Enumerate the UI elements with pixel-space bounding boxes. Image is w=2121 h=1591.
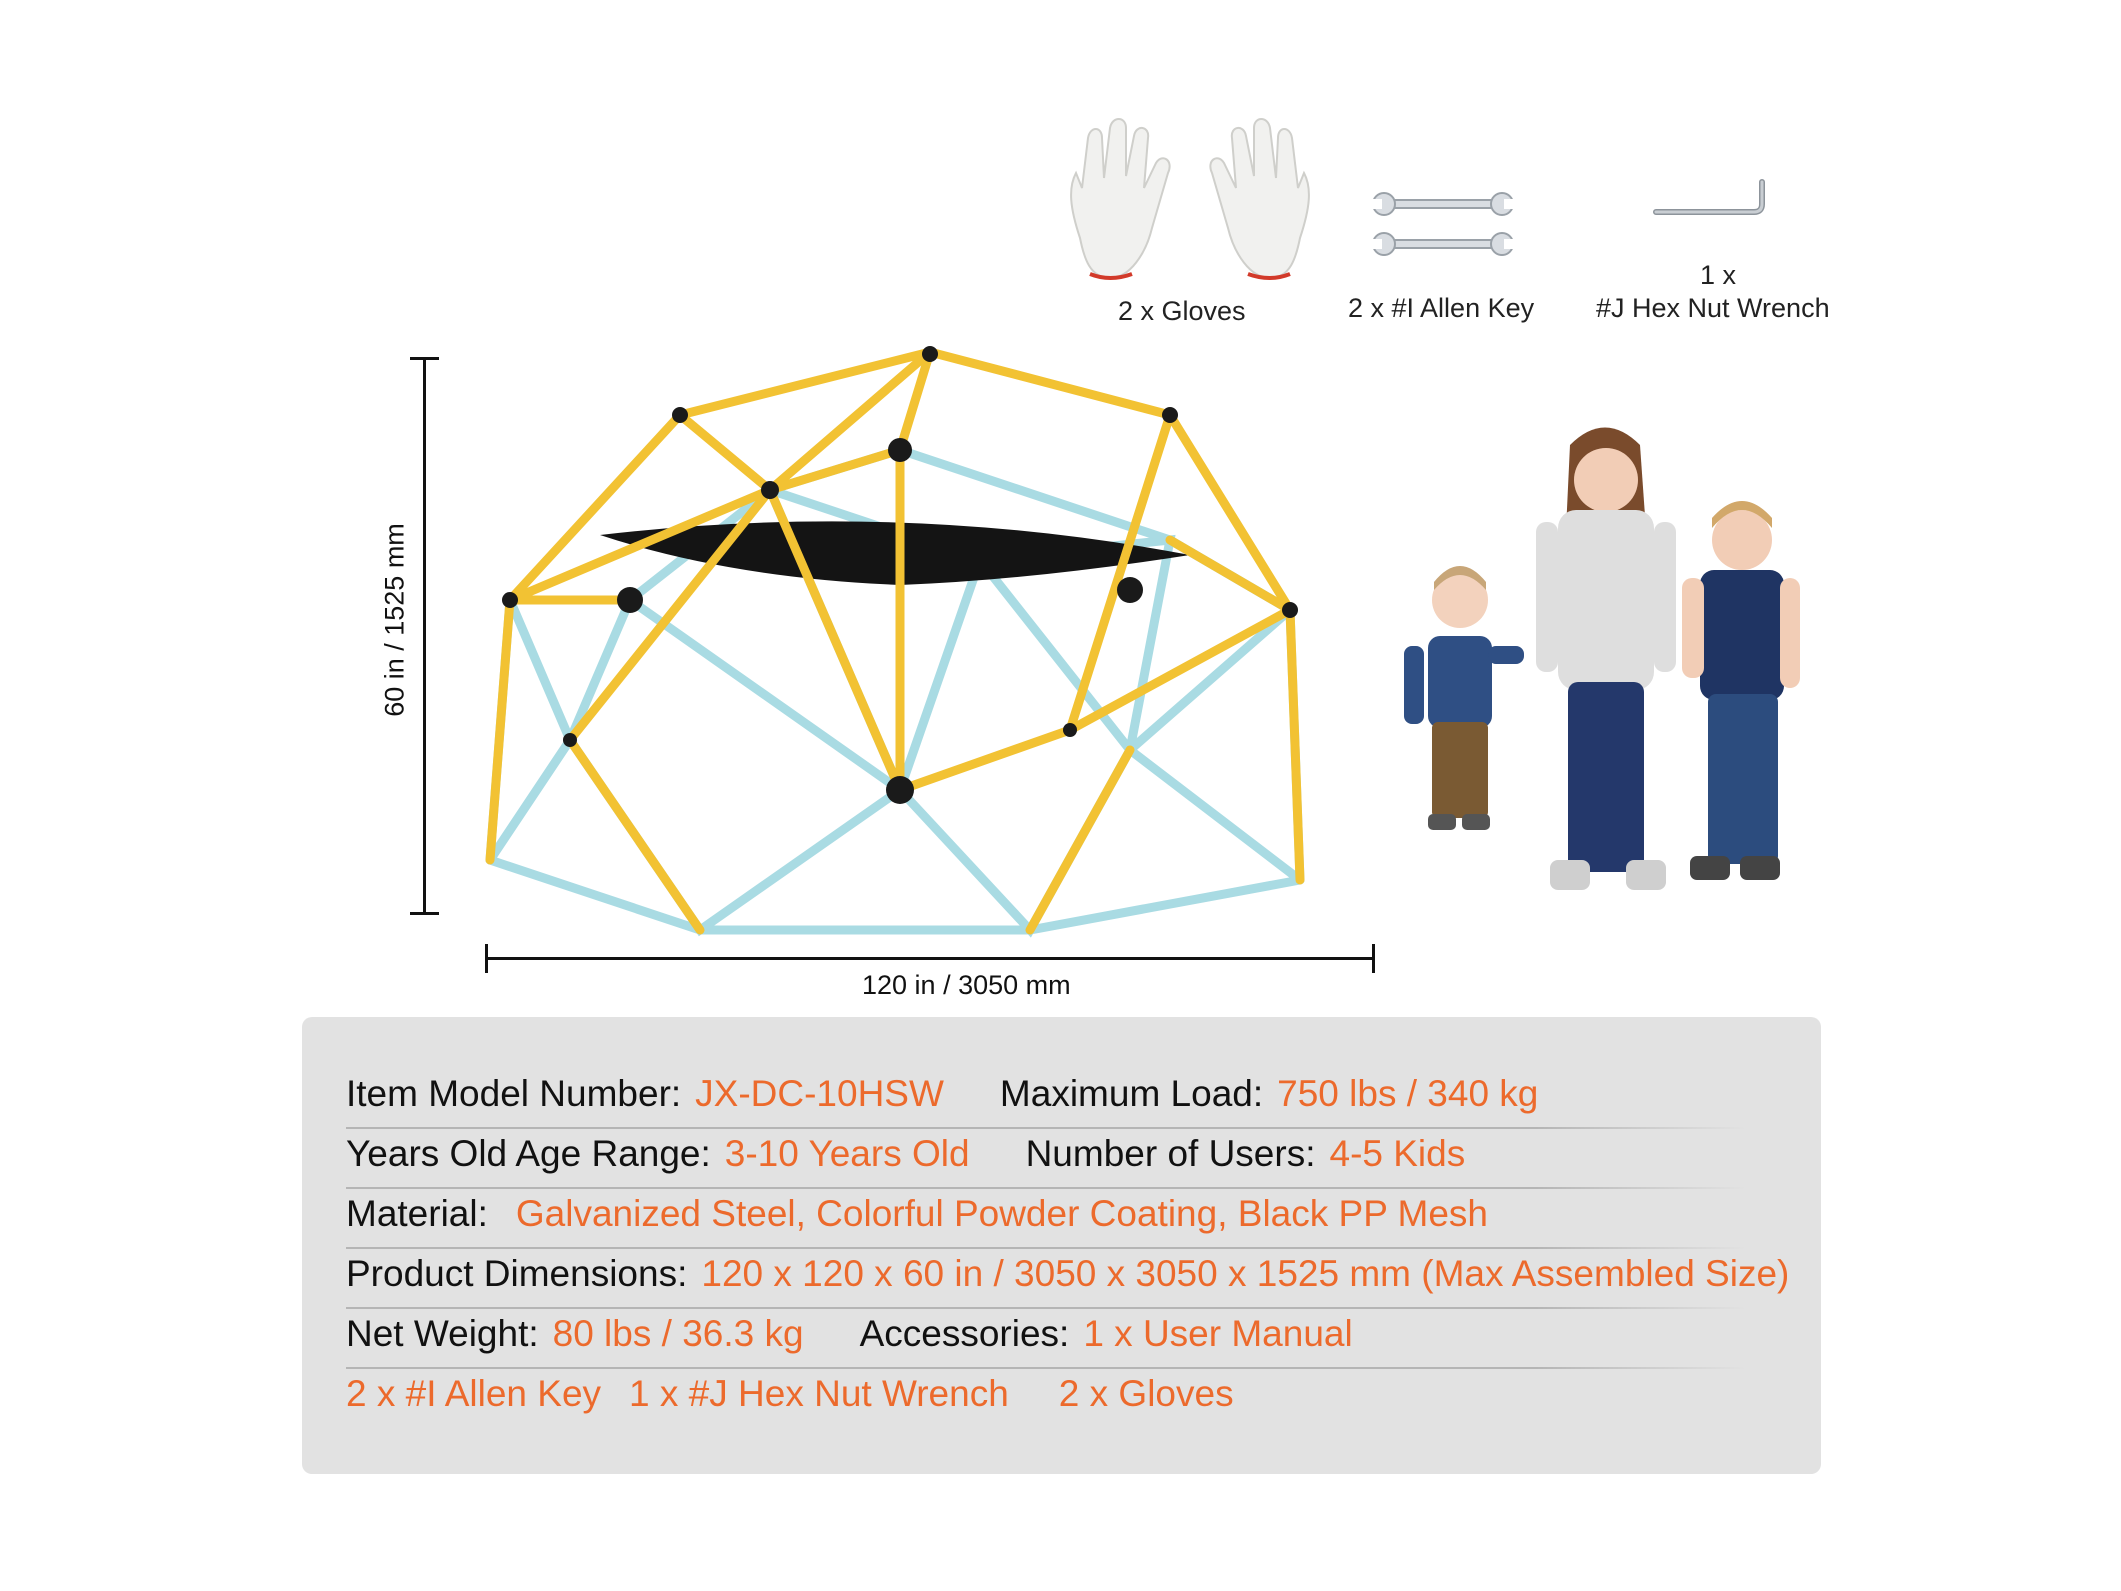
climbing-dome-image (470, 340, 1390, 940)
height-line (423, 357, 426, 914)
users-key: Number of Users: (1025, 1133, 1316, 1174)
child-small (1404, 566, 1524, 830)
load-value: 750 lbs / 340 kg (1277, 1073, 1539, 1114)
gloves-icon (1060, 118, 1320, 288)
model-key: Item Model Number: (346, 1073, 682, 1114)
row-divider (346, 1187, 1746, 1189)
spec-row-model-load (346, 1072, 1538, 1116)
width-line (485, 957, 1375, 960)
accessories-manual: 1 x User Manual (1083, 1313, 1353, 1354)
children-image (1390, 410, 1820, 900)
weight-key: Net Weight: (346, 1313, 539, 1354)
allen-key-label: 2 x #I Allen Key (1348, 293, 1535, 323)
spec-row-weight-accessories (346, 1312, 1353, 1356)
row-divider (346, 1127, 1746, 1129)
gloves-label: 2 x Gloves (1118, 296, 1246, 326)
spec-row-accessories-cont (346, 1372, 1234, 1416)
accessories-allen-key: 2 x #I Allen Key (346, 1373, 602, 1414)
dimensions-value: 120 x 120 x 60 in / 3050 x 3050 x 1525 mm (Max Assembled Size) (701, 1253, 1790, 1294)
child-girl (1536, 428, 1676, 891)
users-value: 4-5 Kids (1329, 1133, 1466, 1174)
hex-wrench-label-qty: 1 x (1700, 260, 1737, 290)
accessories-hex-wrench: 1 x #J Hex Nut Wrench (629, 1373, 1009, 1414)
row-divider (346, 1307, 1746, 1309)
material-key: Material: (346, 1193, 488, 1234)
material-value: Galvanized Steel, Colorful Powder Coating, Black PP Mesh (515, 1193, 1488, 1234)
row-divider (346, 1247, 1746, 1249)
accessories-gloves: 2 x Gloves (1058, 1373, 1234, 1414)
height-cap-bottom (410, 912, 439, 915)
age-key: Years Old Age Range: (346, 1133, 711, 1174)
width-cap-right (1372, 944, 1375, 973)
load-key: Maximum Load: (999, 1073, 1264, 1114)
accessories-key: Accessories: (859, 1313, 1070, 1354)
model-value: JX-DC-10HSW (695, 1073, 944, 1114)
row-divider (346, 1367, 1746, 1369)
child-right (1682, 501, 1800, 880)
height-label: 60 in / 1525 mm (379, 523, 410, 717)
spec-row-material (346, 1192, 1488, 1236)
dimensions-key: Product Dimensions: (346, 1253, 688, 1294)
age-value: 3-10 Years Old (724, 1133, 970, 1174)
weight-value: 80 lbs / 36.3 kg (552, 1313, 804, 1354)
allen-key-icon (1368, 188, 1518, 268)
spec-row-dimensions (346, 1252, 1789, 1296)
spec-row-age-users (346, 1132, 1465, 1176)
hex-wrench-label-name: #J Hex Nut Wrench (1596, 293, 1830, 323)
width-label: 120 in / 3050 mm (862, 970, 1071, 1000)
hex-wrench-icon (1650, 176, 1770, 226)
